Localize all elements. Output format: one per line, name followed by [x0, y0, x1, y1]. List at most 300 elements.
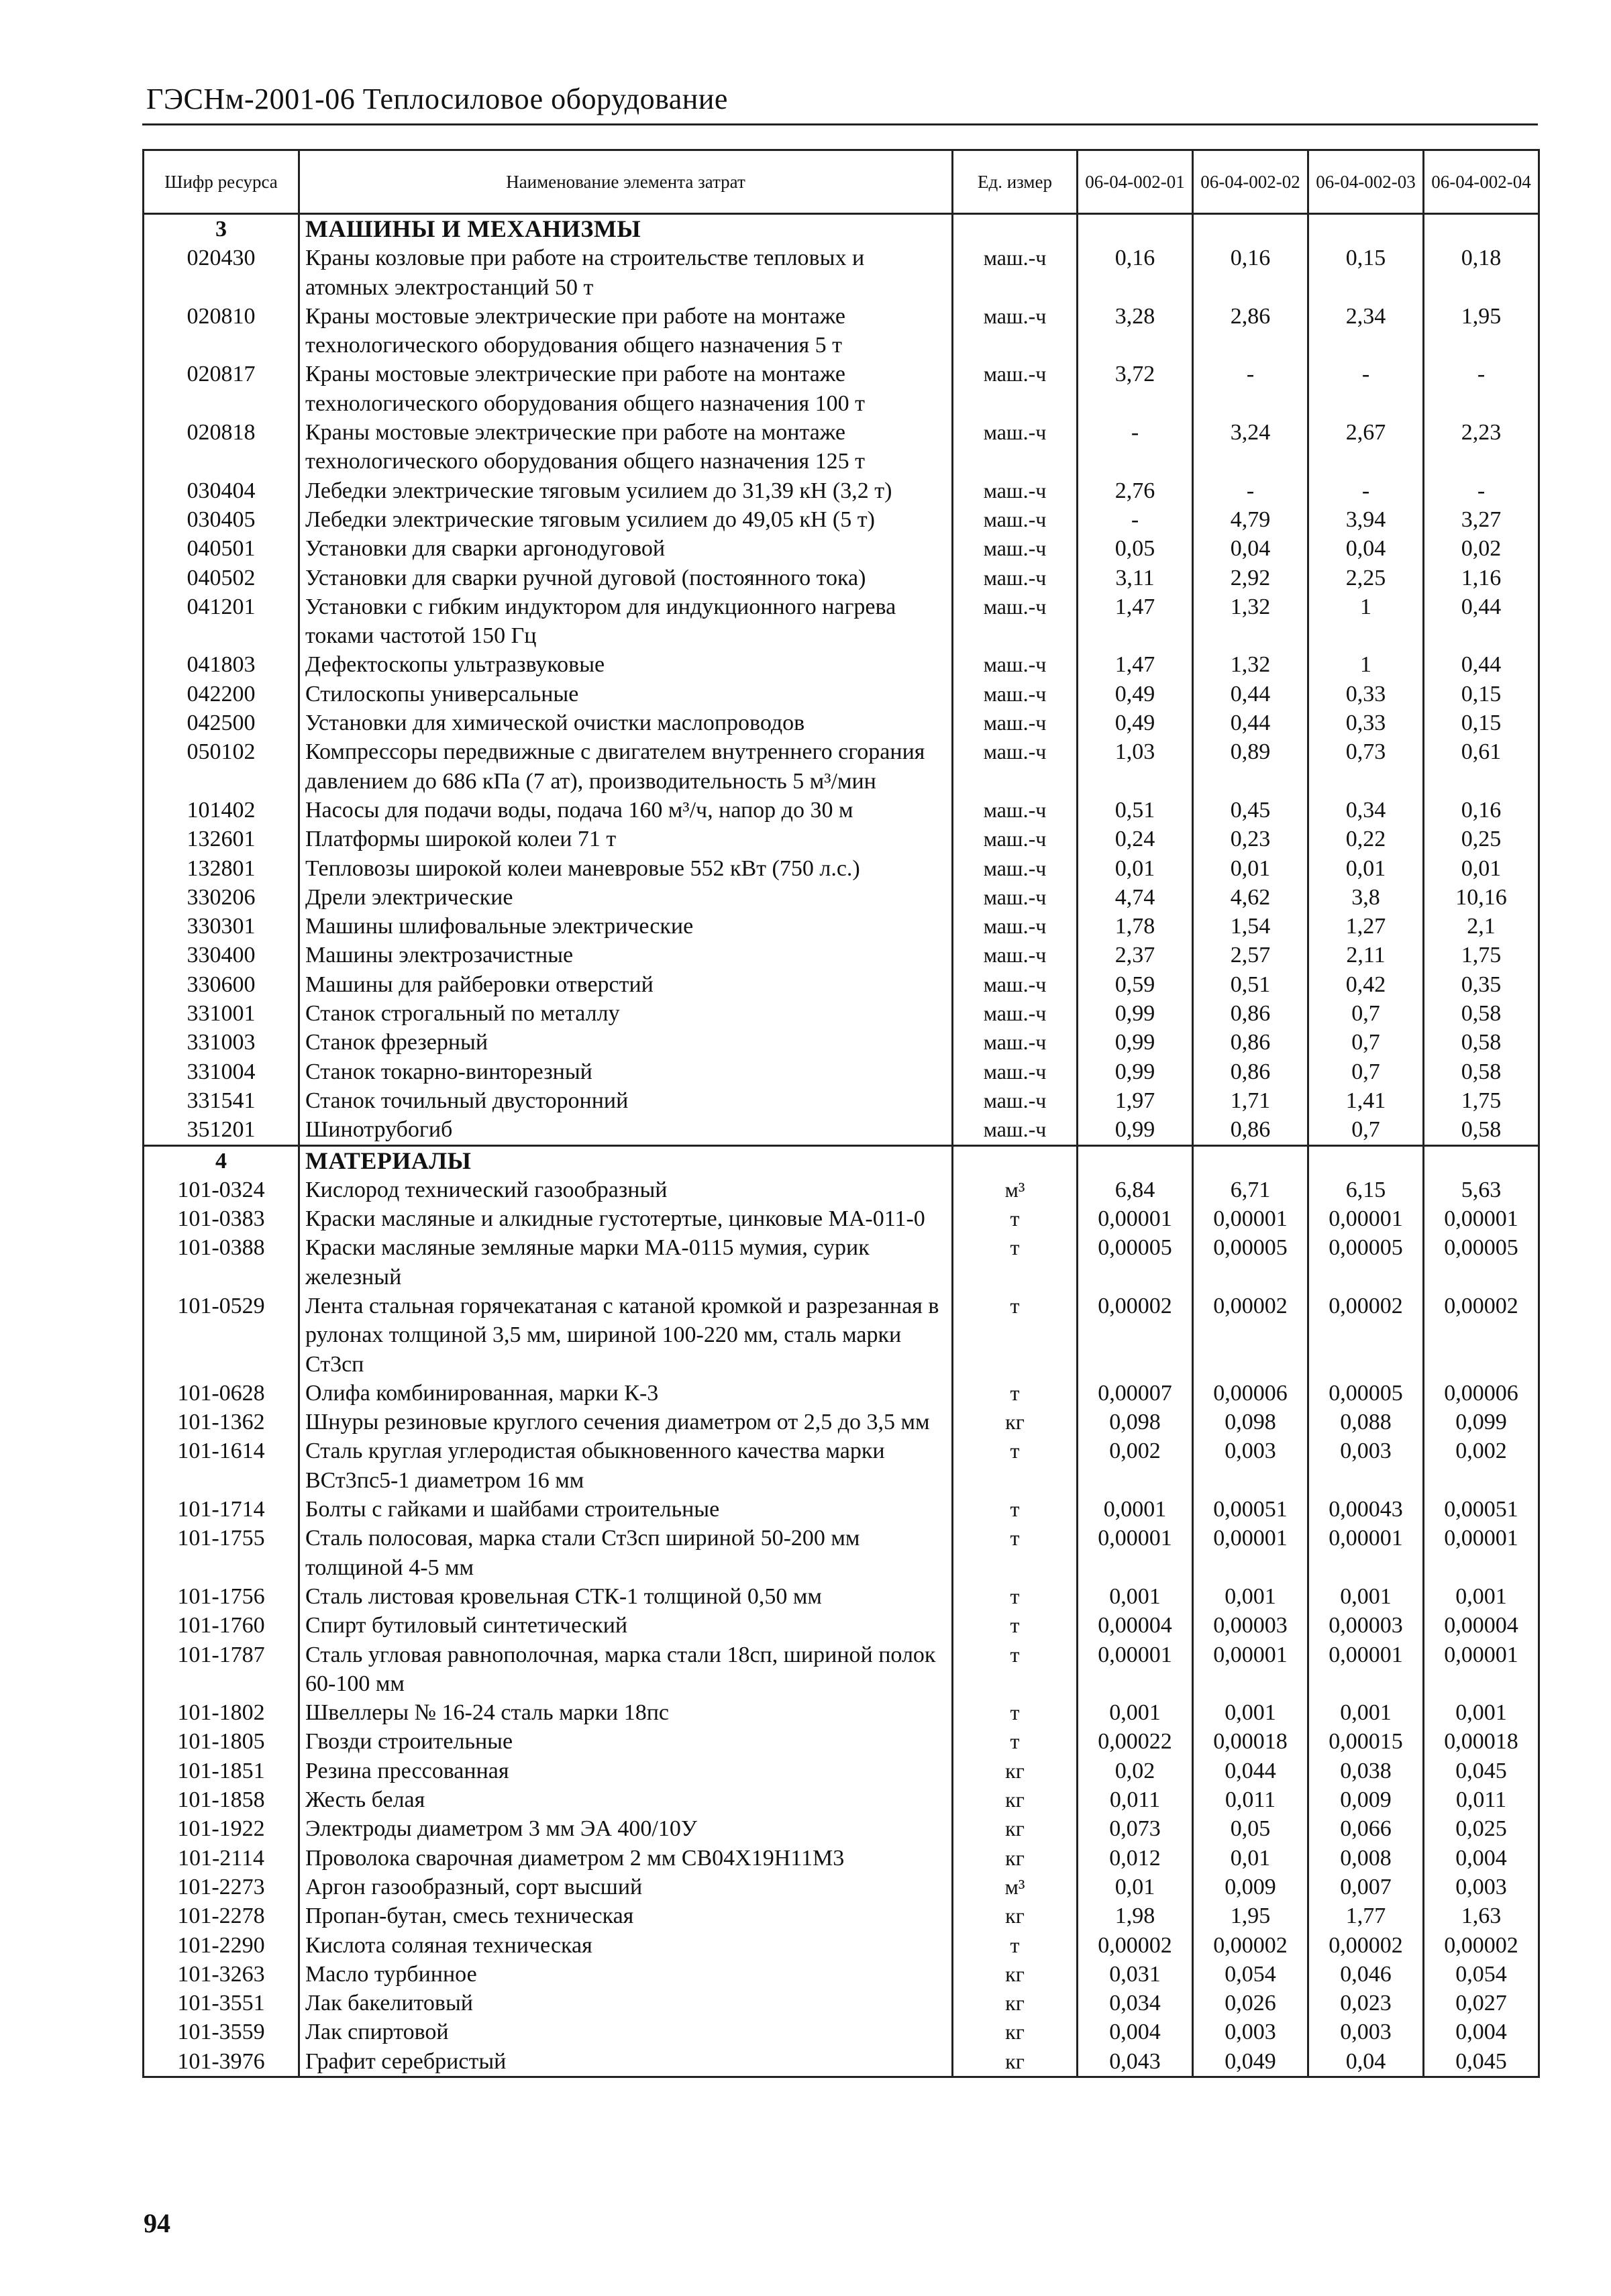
column-header-norm-2: 06-04-002-02	[1193, 150, 1308, 214]
element-name: Машины шлифовальные электрические	[299, 912, 953, 941]
norm-value-2: 0,00002	[1193, 1292, 1308, 1379]
norm-value-4: 0,44	[1424, 592, 1539, 651]
norm-value-2: 4,62	[1193, 883, 1308, 912]
unit: маш.-ч	[953, 1057, 1078, 1086]
norm-value-1: 0,001	[1078, 1582, 1193, 1611]
table-row	[144, 1028, 1539, 1057]
resource-code: 101-1858	[144, 1785, 299, 1814]
norm-value-4: 1,95	[1424, 302, 1539, 360]
norm-value-1: 3,72	[1078, 360, 1193, 418]
norm-value-2: -	[1193, 476, 1308, 505]
norm-value-1: 0,16	[1078, 244, 1193, 302]
unit: маш.-ч	[953, 1115, 1078, 1145]
table-row	[144, 912, 1539, 941]
norm-value-2: 1,54	[1193, 912, 1308, 941]
element-name: Кислота соляная техническая	[299, 1931, 953, 1960]
norm-value-3: 0,00002	[1308, 1292, 1424, 1379]
norm-value-1: 0,00022	[1078, 1727, 1193, 1756]
norm-value-1: 0,99	[1078, 999, 1193, 1028]
norm-value-4: 0,054	[1424, 1960, 1539, 1989]
resource-code: 101-1714	[144, 1495, 299, 1524]
resource-code: 042500	[144, 709, 299, 737]
table-row	[144, 505, 1539, 534]
element-name: Кислород технический газообразный	[299, 1176, 953, 1204]
table-row	[144, 680, 1539, 709]
resource-code: 101-3976	[144, 2047, 299, 2077]
resource-code: 101-2273	[144, 1873, 299, 1901]
norm-value-1: 0,05	[1078, 534, 1193, 563]
table-row	[144, 709, 1539, 737]
table-row	[144, 476, 1539, 505]
norm-value-2: 0,098	[1193, 1408, 1308, 1437]
norm-value-3: 3,8	[1308, 883, 1424, 912]
norm-value-1: 0,012	[1078, 1844, 1193, 1873]
norm-value-1: 0,51	[1078, 796, 1193, 825]
norm-value-3: 0,009	[1308, 1785, 1424, 1814]
unit: кг	[953, 1989, 1078, 2018]
resource-code: 101-1922	[144, 1814, 299, 1843]
norm-value-2: 0,00006	[1193, 1379, 1308, 1408]
norm-value-4: 0,15	[1424, 680, 1539, 709]
resource-code: 101-0383	[144, 1204, 299, 1233]
element-name: Установки с гибким индуктором для индукционного нагрева токами частотой 150 Гц	[299, 592, 953, 651]
norm-value-4: 0,002	[1424, 1437, 1539, 1495]
table-row	[144, 564, 1539, 592]
section-empty-cell	[1308, 1145, 1424, 1176]
resource-code: 101-1805	[144, 1727, 299, 1756]
section-header-row	[144, 214, 1539, 244]
unit: маш.-ч	[953, 883, 1078, 912]
norm-value-4: 1,63	[1424, 1901, 1539, 1930]
norm-value-4: 0,16	[1424, 796, 1539, 825]
norm-value-2: 0,86	[1193, 1028, 1308, 1057]
resource-code: 331001	[144, 999, 299, 1028]
norm-value-4: 0,004	[1424, 1844, 1539, 1873]
element-name: Краны мостовые электрические при работе на монтаже технологического оборудования общего назначения 125 т	[299, 418, 953, 476]
table-row	[144, 1057, 1539, 1086]
norm-value-2: 4,79	[1193, 505, 1308, 534]
resource-code: 030404	[144, 476, 299, 505]
norm-value-2: 0,45	[1193, 796, 1308, 825]
table-row	[144, 1524, 1539, 1582]
element-name: Спирт бутиловый синтетический	[299, 1611, 953, 1640]
norm-value-4: 0,025	[1424, 1814, 1539, 1843]
unit: т	[953, 1437, 1078, 1495]
unit: т	[953, 1292, 1078, 1379]
unit: кг	[953, 1757, 1078, 1785]
unit: маш.-ч	[953, 564, 1078, 592]
norm-value-2: 0,04	[1193, 534, 1308, 563]
section-header-row	[144, 1145, 1539, 1176]
unit: маш.-ч	[953, 592, 1078, 651]
page-title: ГЭСНм-2001-06 Теплосиловое оборудование	[146, 83, 728, 115]
unit: м³	[953, 1873, 1078, 1901]
norm-value-2: 0,003	[1193, 2018, 1308, 2046]
element-name: Резина прессованная	[299, 1757, 953, 1785]
section-empty-cell	[1424, 214, 1539, 244]
resource-code: 101-1362	[144, 1408, 299, 1437]
unit: кг	[953, 2018, 1078, 2046]
norm-value-1: 0,00001	[1078, 1204, 1193, 1233]
unit: маш.-ч	[953, 505, 1078, 534]
norm-value-1: 0,00002	[1078, 1292, 1193, 1379]
norm-value-3: 0,00002	[1308, 1931, 1424, 1960]
norm-value-3: 0,33	[1308, 680, 1424, 709]
unit: кг	[953, 1960, 1078, 1989]
section-empty-cell	[1193, 214, 1308, 244]
resource-code: 101-0388	[144, 1233, 299, 1292]
element-name: Лебедки электрические тяговым усилием до 31,39 кН (3,2 т)	[299, 476, 953, 505]
table-row	[144, 999, 1539, 1028]
section-empty-cell	[953, 214, 1078, 244]
norm-value-2: 0,001	[1193, 1698, 1308, 1727]
norm-value-3: 0,00005	[1308, 1379, 1424, 1408]
norm-value-3: 6,15	[1308, 1176, 1424, 1204]
norm-value-4: 1,16	[1424, 564, 1539, 592]
norm-value-2: 0,003	[1193, 1437, 1308, 1495]
resource-code: 101-3263	[144, 1960, 299, 1989]
resource-code: 041803	[144, 650, 299, 679]
norm-value-1: 0,00002	[1078, 1931, 1193, 1960]
resource-code: 101-2290	[144, 1931, 299, 1960]
norm-value-4: 0,35	[1424, 970, 1539, 999]
norm-value-4: 0,001	[1424, 1698, 1539, 1727]
column-header-code: Шифр ресурса	[144, 150, 299, 214]
element-name: Краски масляные земляные марки МА-0115 мумия, сурик железный	[299, 1233, 953, 1292]
norm-value-1: 2,76	[1078, 476, 1193, 505]
element-name: Сталь угловая равнополочная, марка стали 18сп, шириной полок 60-100 мм	[299, 1640, 953, 1699]
unit: маш.-ч	[953, 912, 1078, 941]
column-header-unit: Ед. измер	[953, 150, 1078, 214]
page-number: 94	[144, 2208, 170, 2238]
norm-value-4: -	[1424, 360, 1539, 418]
norm-value-1: 0,01	[1078, 854, 1193, 883]
table-row	[144, 1233, 1539, 1292]
norm-value-1: 0,002	[1078, 1437, 1193, 1495]
resource-table	[142, 149, 1540, 2078]
norm-value-3: 0,22	[1308, 825, 1424, 853]
table-row	[144, 360, 1539, 418]
norm-value-1: 1,98	[1078, 1901, 1193, 1930]
norm-value-2: 2,57	[1193, 941, 1308, 970]
norm-value-4: 3,27	[1424, 505, 1539, 534]
norm-value-1: 0,49	[1078, 680, 1193, 709]
resource-code: 101-3551	[144, 1989, 299, 2018]
unit: т	[953, 1640, 1078, 1699]
norm-value-1: 0,24	[1078, 825, 1193, 853]
norm-value-3: 0,42	[1308, 970, 1424, 999]
section-empty-cell	[1193, 1145, 1308, 1176]
element-name: Тепловозы широкой колеи маневровые 552 кВт (750 л.с.)	[299, 854, 953, 883]
norm-value-1: 0,00001	[1078, 1640, 1193, 1699]
norm-value-2: 0,00005	[1193, 1233, 1308, 1292]
section-title: МАШИНЫ И МЕХАНИЗМЫ	[299, 214, 953, 244]
table-row	[144, 737, 1539, 796]
unit: т	[953, 1524, 1078, 1582]
norm-value-2: 0,054	[1193, 1960, 1308, 1989]
element-name: Лак бакелитовый	[299, 1989, 953, 2018]
norm-value-3: 0,003	[1308, 2018, 1424, 2046]
norm-value-2: 2,92	[1193, 564, 1308, 592]
element-name: Установки для сварки аргонодуговой	[299, 534, 953, 563]
norm-value-3: 0,00015	[1308, 1727, 1424, 1756]
unit: маш.-ч	[953, 680, 1078, 709]
unit: маш.-ч	[953, 418, 1078, 476]
norm-value-4: 0,01	[1424, 854, 1539, 883]
table-row	[144, 1379, 1539, 1408]
norm-value-1: 0,011	[1078, 1785, 1193, 1814]
table-row	[144, 650, 1539, 679]
norm-value-4: 0,00018	[1424, 1727, 1539, 1756]
header-divider	[142, 123, 1538, 125]
element-name: Гвозди строительные	[299, 1727, 953, 1756]
norm-value-2: 0,049	[1193, 2047, 1308, 2077]
table-row	[144, 1611, 1539, 1640]
unit: м³	[953, 1176, 1078, 1204]
norm-value-3: -	[1308, 360, 1424, 418]
column-header-norm-1: 06-04-002-01	[1078, 150, 1193, 214]
element-name: Аргон газообразный, сорт высший	[299, 1873, 953, 1901]
table-row	[144, 534, 1539, 563]
unit: кг	[953, 1785, 1078, 1814]
resource-code: 331003	[144, 1028, 299, 1057]
norm-value-2: 0,44	[1193, 680, 1308, 709]
norm-value-1: 1,47	[1078, 650, 1193, 679]
norm-value-3: 0,00005	[1308, 1233, 1424, 1292]
norm-value-4: 0,25	[1424, 825, 1539, 853]
resource-code: 101-0628	[144, 1379, 299, 1408]
norm-value-2: 1,71	[1193, 1086, 1308, 1115]
norm-value-3: 0,023	[1308, 1989, 1424, 2018]
norm-value-2: 0,00003	[1193, 1611, 1308, 1640]
resource-code: 330600	[144, 970, 299, 999]
table-row	[144, 1844, 1539, 1873]
norm-value-2: 0,05	[1193, 1814, 1308, 1843]
resource-code: 331004	[144, 1057, 299, 1086]
norm-value-4: 0,00001	[1424, 1640, 1539, 1699]
norm-value-2: 0,44	[1193, 709, 1308, 737]
norm-value-4: 10,16	[1424, 883, 1539, 912]
norm-value-4: 0,61	[1424, 737, 1539, 796]
norm-value-2: -	[1193, 360, 1308, 418]
element-name: Дефектоскопы ультразвуковые	[299, 650, 953, 679]
element-name: Швеллеры № 16-24 сталь марки 18пс	[299, 1698, 953, 1727]
norm-value-4: 1,75	[1424, 1086, 1539, 1115]
unit: маш.-ч	[953, 737, 1078, 796]
norm-value-2: 0,86	[1193, 1057, 1308, 1086]
norm-value-1: 3,11	[1078, 564, 1193, 592]
resource-code: 101-0324	[144, 1176, 299, 1204]
element-name: Краны козловые при работе на строительстве тепловых и атомных электростанций 50 т	[299, 244, 953, 302]
element-name: Сталь круглая углеродистая обыкновенного качества марки ВСт3пс5-1 диаметром 16 мм	[299, 1437, 953, 1495]
table-row	[144, 1873, 1539, 1901]
norm-value-3: 0,001	[1308, 1582, 1424, 1611]
norm-value-4: 0,045	[1424, 2047, 1539, 2077]
resource-code: 101-1614	[144, 1437, 299, 1495]
norm-value-3: 0,046	[1308, 1960, 1424, 1989]
norm-value-3: 0,007	[1308, 1873, 1424, 1901]
unit: маш.-ч	[953, 709, 1078, 737]
norm-value-4: 0,00005	[1424, 1233, 1539, 1292]
norm-value-3: 0,00001	[1308, 1524, 1424, 1582]
unit: маш.-ч	[953, 302, 1078, 360]
norm-value-2: 0,044	[1193, 1757, 1308, 1785]
norm-value-2: 0,00001	[1193, 1640, 1308, 1699]
unit: маш.-ч	[953, 1028, 1078, 1057]
table-row	[144, 592, 1539, 651]
element-name: Станок фрезерный	[299, 1028, 953, 1057]
unit: маш.-ч	[953, 650, 1078, 679]
element-name: Болты с гайками и шайбами строительные	[299, 1495, 953, 1524]
column-header-norm-4: 06-04-002-04	[1424, 150, 1539, 214]
norm-value-1: 1,78	[1078, 912, 1193, 941]
table-row	[144, 302, 1539, 360]
unit: т	[953, 1233, 1078, 1292]
norm-value-3: 2,25	[1308, 564, 1424, 592]
norm-value-2: 2,86	[1193, 302, 1308, 360]
element-name: Сталь листовая кровельная СТК-1 толщиной 0,50 мм	[299, 1582, 953, 1611]
norm-value-3: 0,00001	[1308, 1640, 1424, 1699]
section-empty-cell	[1308, 214, 1424, 244]
norm-value-1: 0,031	[1078, 1960, 1193, 1989]
norm-value-2: 0,89	[1193, 737, 1308, 796]
resource-code: 101-1756	[144, 1582, 299, 1611]
resource-code: 101-2278	[144, 1901, 299, 1930]
unit: т	[953, 1495, 1078, 1524]
column-header-norm-3: 06-04-002-03	[1308, 150, 1424, 214]
norm-value-3: 0,066	[1308, 1814, 1424, 1843]
norm-value-1: 0,01	[1078, 1873, 1193, 1901]
resource-code: 330400	[144, 941, 299, 970]
norm-value-1: 0,098	[1078, 1408, 1193, 1437]
element-name: Дрели электрические	[299, 883, 953, 912]
norm-value-3: 0,73	[1308, 737, 1424, 796]
norm-value-4: 2,23	[1424, 418, 1539, 476]
unit: маш.-ч	[953, 970, 1078, 999]
table-row	[144, 1698, 1539, 1727]
norm-value-1: 2,37	[1078, 941, 1193, 970]
section-empty-cell	[953, 1145, 1078, 1176]
norm-value-4: 0,02	[1424, 534, 1539, 563]
section-number: 3	[144, 214, 299, 244]
norm-value-3: 0,7	[1308, 999, 1424, 1028]
norm-value-1: 0,00001	[1078, 1524, 1193, 1582]
norm-value-1: 0,034	[1078, 1989, 1193, 2018]
table-row	[144, 1086, 1539, 1115]
element-name: Шинотрубогиб	[299, 1115, 953, 1145]
norm-value-3: 0,01	[1308, 854, 1424, 883]
norm-value-4: -	[1424, 476, 1539, 505]
element-name: Жесть белая	[299, 1785, 953, 1814]
norm-value-3: 0,00043	[1308, 1495, 1424, 1524]
unit: маш.-ч	[953, 476, 1078, 505]
unit: маш.-ч	[953, 825, 1078, 853]
unit: кг	[953, 1901, 1078, 1930]
unit: кг	[953, 2047, 1078, 2077]
norm-value-4: 0,00051	[1424, 1495, 1539, 1524]
norm-value-4: 0,00001	[1424, 1204, 1539, 1233]
norm-value-2: 0,51	[1193, 970, 1308, 999]
norm-value-4: 0,58	[1424, 1057, 1539, 1086]
norm-value-4: 0,099	[1424, 1408, 1539, 1437]
norm-value-1: 0,02	[1078, 1757, 1193, 1785]
norm-value-2: 0,00002	[1193, 1931, 1308, 1960]
resource-code: 020430	[144, 244, 299, 302]
element-name: Графит серебристый	[299, 2047, 953, 2077]
resource-code: 020818	[144, 418, 299, 476]
norm-value-3: 0,15	[1308, 244, 1424, 302]
norm-value-4: 0,00006	[1424, 1379, 1539, 1408]
norm-value-1: 0,00005	[1078, 1233, 1193, 1292]
resource-code: 042200	[144, 680, 299, 709]
norm-value-1: 0,043	[1078, 2047, 1193, 2077]
norm-value-4: 0,58	[1424, 999, 1539, 1028]
unit: кг	[953, 1814, 1078, 1843]
unit: кг	[953, 1408, 1078, 1437]
resource-code: 101-3559	[144, 2018, 299, 2046]
resource-code: 040502	[144, 564, 299, 592]
norm-value-4: 0,00002	[1424, 1931, 1539, 1960]
resource-code: 040501	[144, 534, 299, 563]
resource-code: 101402	[144, 796, 299, 825]
norm-value-3: 0,04	[1308, 2047, 1424, 2077]
norm-value-2: 1,95	[1193, 1901, 1308, 1930]
element-name: Стилоскопы универсальные	[299, 680, 953, 709]
table-row	[144, 1495, 1539, 1524]
norm-value-2: 0,001	[1193, 1582, 1308, 1611]
norm-value-1: 0,49	[1078, 709, 1193, 737]
norm-value-1: 0,99	[1078, 1057, 1193, 1086]
norm-value-2: 1,32	[1193, 650, 1308, 679]
norm-value-2: 0,00018	[1193, 1727, 1308, 1756]
table-row	[144, 1931, 1539, 1960]
norm-value-4: 0,00004	[1424, 1611, 1539, 1640]
unit: кг	[953, 1844, 1078, 1873]
norm-value-3: 0,7	[1308, 1057, 1424, 1086]
norm-value-3: 1	[1308, 592, 1424, 651]
table-row	[144, 1292, 1539, 1379]
table-row	[144, 1640, 1539, 1699]
element-name: Масло турбинное	[299, 1960, 953, 1989]
resource-code: 132601	[144, 825, 299, 853]
element-name: Краны мостовые электрические при работе на монтаже технологического оборудования общего назначения 5 т	[299, 302, 953, 360]
resource-code: 101-1760	[144, 1611, 299, 1640]
norm-value-3: 2,34	[1308, 302, 1424, 360]
element-name: Проволока сварочная диаметром 2 мм СВ04Х19Н11М3	[299, 1844, 953, 1873]
table-row	[144, 1960, 1539, 1989]
norm-value-4: 2,1	[1424, 912, 1539, 941]
norm-value-2: 3,24	[1193, 418, 1308, 476]
section-empty-cell	[1078, 1145, 1193, 1176]
element-name: Машины для райберовки отверстий	[299, 970, 953, 999]
norm-value-1: 0,00007	[1078, 1379, 1193, 1408]
unit: т	[953, 1698, 1078, 1727]
norm-value-3: 0,001	[1308, 1698, 1424, 1727]
norm-value-3: 0,04	[1308, 534, 1424, 563]
table-row	[144, 825, 1539, 853]
element-name: Установки для химической очистки маслопроводов	[299, 709, 953, 737]
norm-value-3: -	[1308, 476, 1424, 505]
unit: маш.-ч	[953, 360, 1078, 418]
resource-code: 331541	[144, 1086, 299, 1115]
resource-code: 020810	[144, 302, 299, 360]
element-name: Сталь полосовая, марка стали Ст3сп шириной 50-200 мм толщиной 4-5 мм	[299, 1524, 953, 1582]
norm-value-4: 0,00001	[1424, 1524, 1539, 1582]
norm-value-3: 0,00003	[1308, 1611, 1424, 1640]
table-row	[144, 244, 1539, 302]
norm-value-2: 0,00001	[1193, 1524, 1308, 1582]
table-row	[144, 854, 1539, 883]
